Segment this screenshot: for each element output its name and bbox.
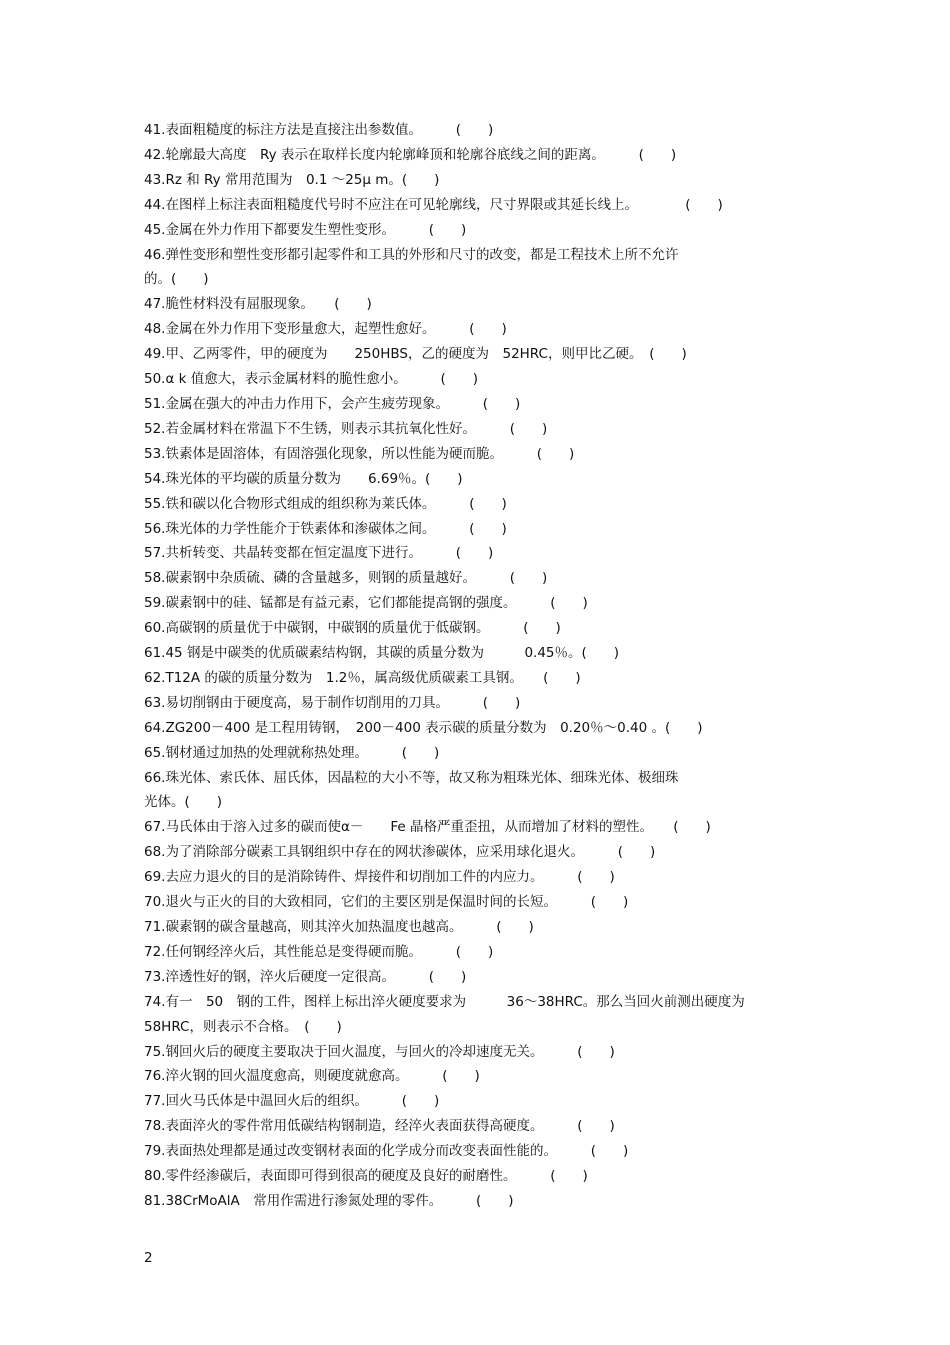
question-line: 67.马氏体由于溶入过多的碳而使α－ Fe 晶格严重歪扭，从而增加了材料的塑性。 ( )	[144, 819, 711, 836]
question-line: 77.回火马氏体是中温回火后的组织。 ( )	[144, 1093, 440, 1110]
question-line: 56.珠光体的力学性能介于铁素体和渗碳体之间。 ( )	[144, 520, 507, 537]
question-line: 46.弹性变形和塑性变形都引起零件和工具的外形和尺寸的改变，都是工程技术上所不允许	[144, 246, 679, 263]
question-line: 49.甲、乙两零件，甲的硬度为 250HBS，乙的硬度为 52HRC，则甲比乙硬。 ( )	[144, 346, 687, 363]
question-list	[144, 118, 804, 1214]
question-line: 60.高碳钢的质量优于中碳钢，中碳钢的质量优于低碳钢。 ( )	[144, 620, 561, 637]
question-line: 44.在图样上标注表面粗糙度代号时不应注在可见轮廓线，尺寸界限或其延长线上。 ( )	[144, 196, 723, 213]
question-line: 76.淬火钢的回火温度愈高，则硬度就愈高。 ( )	[144, 1068, 480, 1085]
question-line: 65.钢材通过加热的处理就称热处理。 ( )	[144, 744, 440, 761]
question-line: 75.钢回火后的硬度主要取决于回火温度，与回火的冷却速度无关。 ( )	[144, 1043, 615, 1060]
question-line: 光体。( )	[144, 794, 223, 811]
question-line: 55.铁和碳以化合物形式组成的组织称为莱氏体。 ( )	[144, 495, 507, 512]
question-line: 78.表面淬火的零件常用低碳结构钢制造，经淬火表面获得高硬度。 ( )	[144, 1118, 615, 1135]
question-line: 59.碳素钢中的硅、锰都是有益元素，它们都能提高钢的强度。 ( )	[144, 595, 588, 612]
question-line: 72.任何钢经淬火后，其性能总是变得硬而脆。 ( )	[144, 943, 494, 960]
question-line: 43.Rz 和 Ry 常用范围为 0.1 ～25μ m。( )	[144, 171, 440, 188]
question-line: 57.共析转变、共晶转变都在恒定温度下进行。 ( )	[144, 545, 494, 562]
question-line: 63.易切削钢由于硬度高，易于制作切削用的刀具。 ( )	[144, 694, 521, 711]
question-line: 50.α k 值愈大，表示金属材料的脆性愈小。 ( )	[144, 371, 479, 388]
question-line: 61.45 钢是中碳类的优质碳素结构钢，其碳的质量分数为 0.45％。( )	[144, 645, 620, 662]
question-line: 80.零件经渗碳后，表面即可得到很高的硬度及良好的耐磨性。 ( )	[144, 1168, 588, 1185]
question-line: 58.碳素钢中杂质硫、磷的含量越多，则钢的质量越好。 ( )	[144, 570, 548, 587]
question-line: 54.珠光体的平均碳的质量分数为 6.69％。( )	[144, 470, 463, 487]
question-line: 的。( )	[144, 271, 209, 288]
question-line: 58HRC，则表示不合格。 ( )	[144, 1018, 342, 1035]
question-line: 48.金属在外力作用下变形量愈大，起塑性愈好。 ( )	[144, 321, 507, 338]
question-line: 81.38CrMoAlA 常用作需进行渗氮处理的零件。 ( )	[144, 1192, 514, 1209]
question-line: 64.ZG200－400 是工程用铸钢， 200－400 表示碳的质量分数为 0.20％～0.40 。( )	[144, 719, 703, 736]
question-line: 69.去应力退火的目的是消除铸件、焊接件和切削加工件的内应力。 ( )	[144, 869, 615, 886]
question-line: 42.轮廓最大高度 Ry 表示在取样长度内轮廓峰顶和轮廓谷底线之间的距离。 ( )	[144, 146, 677, 163]
page-number: 2	[144, 1250, 153, 1266]
question-line: 45.金属在外力作用下都要发生塑性变形。 ( )	[144, 221, 467, 238]
question-line: 47.脆性材料没有屈服现象。 ( )	[144, 296, 372, 313]
question-line: 51.金属在强大的冲击力作用下，会产生疲劳现象。 ( )	[144, 395, 521, 412]
question-line: 74.有一 50 钢的工件，图样上标出淬火硬度要求为 36～38HRC。那么当回火前测出硬度为	[144, 993, 745, 1010]
question-line: 71.碳素钢的碳含量越高，则其淬火加热温度也越高。 ( )	[144, 919, 534, 935]
question-line: 73.淬透性好的钢，淬火后硬度一定很高。 ( )	[144, 968, 467, 985]
question-line: 66.珠光体、索氏体、屈氏体，因晶粒的大小不等，故又称为粗珠光体、细珠光体、极细珠	[144, 769, 679, 786]
question-line: 41.表面粗糙度的标注方法是直接注出参数值。 ( )	[144, 122, 494, 138]
question-line: 70.退火与正火的目的大致相同，它们的主要区别是保温时间的长短。 ( )	[144, 894, 629, 911]
question-line: 52.若金属材料在常温下不生锈，则表示其抗氧化性好。 ( )	[144, 420, 548, 437]
question-line: 79.表面热处理都是通过改变钢材表面的化学成分而改变表面性能的。 ( )	[144, 1143, 629, 1160]
question-line: 68.为了消除部分碳素工具钢组织中存在的网状渗碳体，应采用球化退火。 ( )	[144, 844, 656, 861]
question-line: 53.铁素体是固溶体，有固溶强化现象，所以性能为硬而脆。 ( )	[144, 445, 575, 462]
question-line: 62.T12A 的碳的质量分数为 1.2％，属高级优质碳素工具钢。 ( )	[144, 669, 581, 686]
